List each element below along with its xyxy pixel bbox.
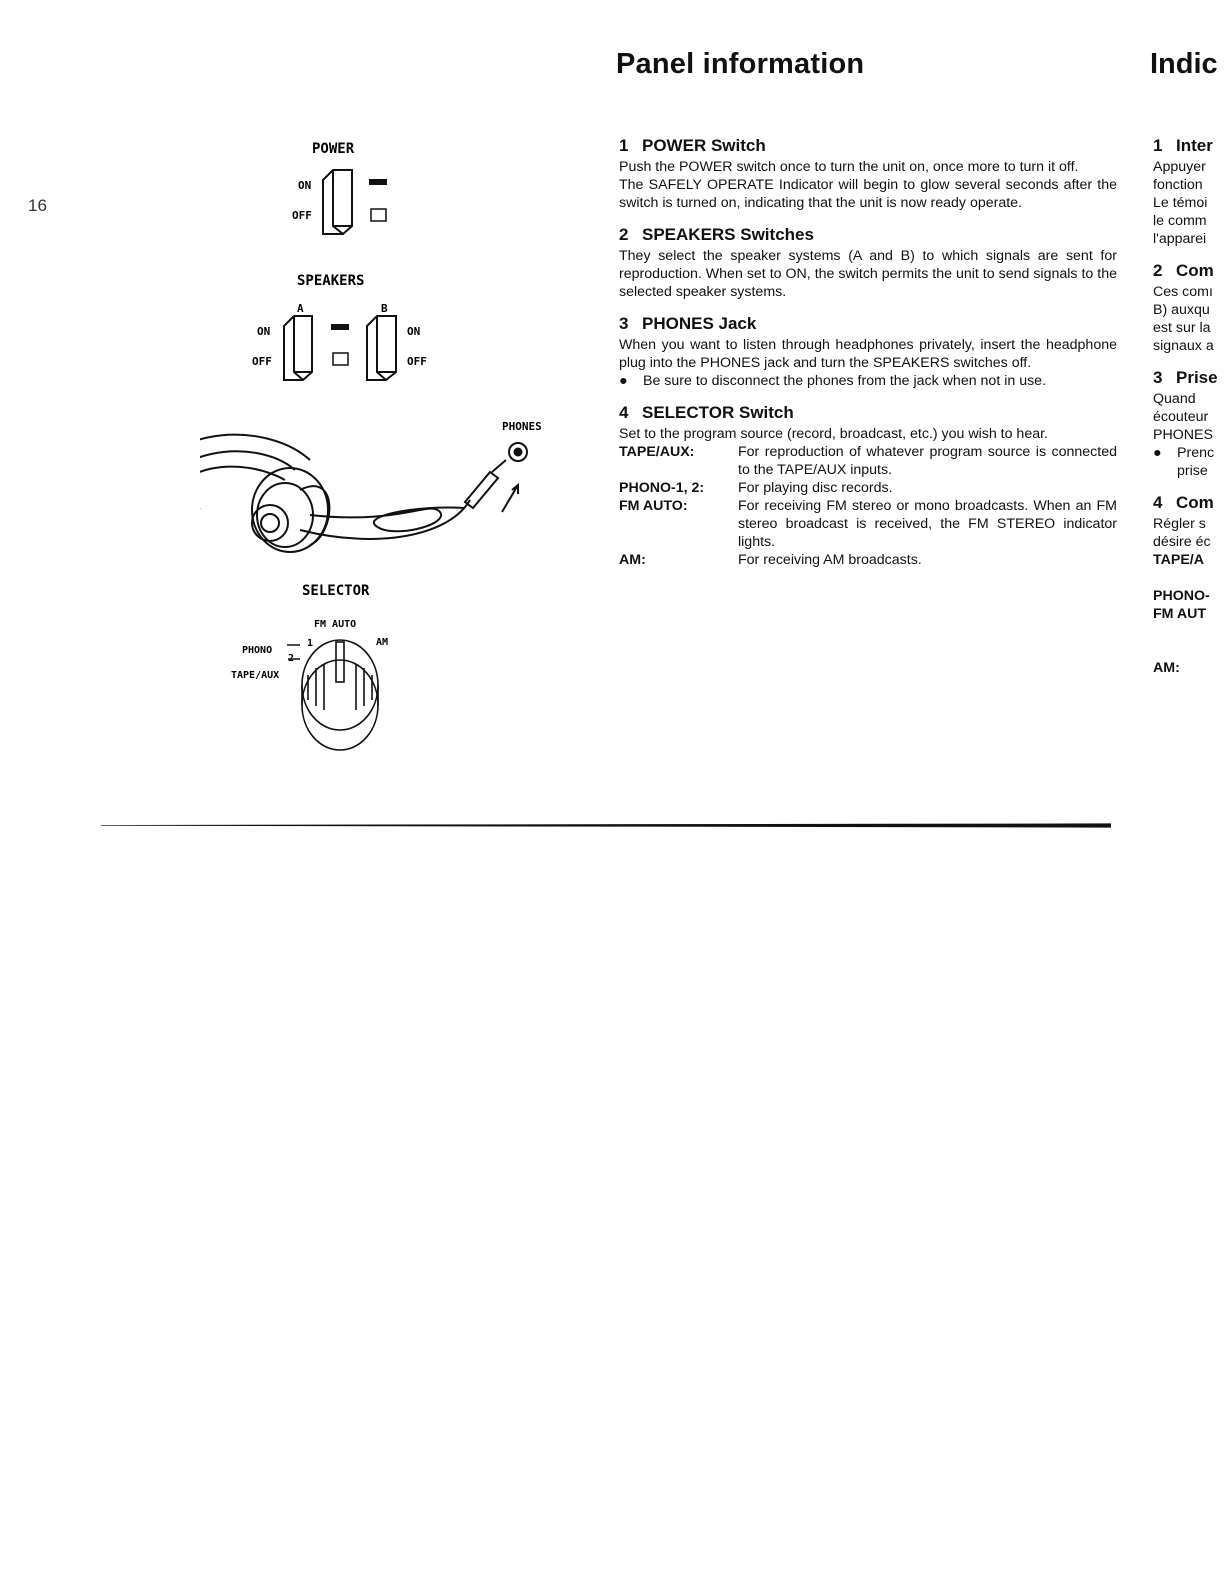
selector-knob-icon	[287, 640, 378, 750]
bullet-text: Be sure to disconnect the phones from the jack when not in use.	[643, 373, 1047, 389]
fr-line: Quand	[1153, 391, 1196, 407]
bullet-text: prise	[1177, 463, 1208, 479]
speaker-b-switch-icon	[367, 316, 396, 380]
insert-arrow-icon	[502, 485, 518, 512]
fr-line: l'apparei	[1153, 231, 1207, 247]
page-title: Panel information	[616, 48, 865, 80]
speakers-on-indicator-icon	[331, 324, 349, 330]
section-heading: 4 Com	[1153, 493, 1214, 512]
definition-term: TAPE/AUX:	[619, 444, 695, 460]
speaker-a-off-label: OFF	[252, 355, 272, 368]
headphones-icon	[200, 435, 470, 552]
section-paragraph: When you want to listen through headphones privately, insert the headphone plug into the PHONES jack and turn the SPEAKERS switches off.	[619, 337, 1117, 371]
power-off-indicator-icon	[371, 209, 386, 221]
bullet-item	[1153, 444, 1224, 462]
english-column	[619, 136, 1117, 582]
fr-section-2	[1153, 261, 1224, 355]
speaker-a-label: A	[297, 302, 304, 315]
bullet-item	[619, 372, 1117, 390]
fr-line: écouteur	[1153, 409, 1209, 425]
selector-tape-aux-label: TAPE/AUX	[231, 670, 280, 681]
section-speakers	[619, 225, 1117, 301]
section-heading: 3 PHONES Jack	[619, 314, 757, 333]
selector-phono-2-label: 2	[288, 653, 295, 664]
section-heading: 2 SPEAKERS Switches	[619, 225, 814, 244]
definition-term: PHONO-1, 2:	[619, 480, 705, 496]
fr-line: fonction	[1153, 177, 1203, 193]
bottom-divider	[0, 823, 1212, 828]
speaker-a-switch-icon	[284, 316, 312, 380]
section-paragraph: The SAFELY OPERATE Indicator will begin to glow several seconds after the switch is turned on, indicating that the unit is now ready operate.	[619, 177, 1117, 211]
speaker-b-off-label: OFF	[407, 355, 427, 368]
section-heading: 1 Inter	[1153, 136, 1213, 155]
definition-row	[619, 551, 1117, 569]
headphone-plug-icon	[465, 460, 506, 508]
french-column	[1153, 136, 1224, 690]
definition-row	[619, 443, 1117, 479]
definition-row	[619, 479, 1117, 497]
section-heading: 2 Com	[1153, 261, 1214, 280]
speaker-b-on-label: ON	[407, 325, 421, 338]
fr-line: Le témoi	[1153, 195, 1208, 211]
power-switch-icon	[323, 170, 352, 234]
fr-line: B) auxqu	[1153, 302, 1210, 318]
bullet-icon: ●	[1153, 445, 1162, 461]
fr-line: signaux a	[1153, 338, 1214, 354]
fr-term: TAPE/A	[1153, 552, 1204, 568]
speakers-figure-label: SPEAKERS	[297, 273, 365, 289]
definition-desc: For receiving FM stereo or mono broadcasts. When an FM stereo broadcast is received, the FM STEREO indicator lights.	[738, 498, 1117, 550]
selector-figure-label: SELECTOR	[302, 583, 370, 599]
french-page-title: Indic	[1150, 48, 1218, 80]
selector-phono-1-label: 1	[307, 638, 314, 649]
power-on-indicator-icon	[369, 179, 387, 185]
section-selector	[619, 403, 1117, 569]
panel-figures	[200, 130, 580, 770]
selector-phono-label: PHONO	[242, 645, 273, 656]
fr-term: FM AUT	[1153, 606, 1207, 622]
fr-section-1	[1153, 136, 1224, 248]
bullet-icon: ●	[619, 373, 628, 389]
fr-line: Régler s	[1153, 516, 1206, 532]
fr-line: Appuyer	[1153, 159, 1206, 175]
bullet-item	[1153, 462, 1224, 480]
selector-am-label: AM	[376, 637, 389, 648]
definition-desc: For receiving AM broadcasts.	[738, 552, 922, 568]
section-heading: 4 SELECTOR Switch	[619, 403, 794, 422]
section-paragraph: Set to the program source (record, broadcast, etc.) you wish to hear.	[619, 426, 1048, 442]
speaker-a-on-label: ON	[257, 325, 271, 338]
section-heading: 3 Prise	[1153, 368, 1218, 387]
definition-term: AM:	[619, 552, 646, 568]
definition-desc: For playing disc records.	[738, 480, 893, 496]
fr-section-4	[1153, 493, 1224, 677]
fr-line: désire éc	[1153, 534, 1211, 550]
fr-section-3	[1153, 368, 1224, 480]
phones-figure-label: PHONES	[502, 420, 542, 433]
power-on-label: ON	[298, 179, 312, 192]
section-heading: 1 POWER Switch	[619, 136, 766, 155]
section-phones	[619, 314, 1117, 390]
power-off-label: OFF	[292, 209, 312, 222]
selector-fm-auto-label: FM AUTO	[314, 619, 357, 630]
fr-line: Ces comı	[1153, 284, 1213, 300]
fr-term: AM:	[1153, 660, 1180, 676]
definition-desc: For reproduction of whatever program source is connected to the TAPE/AUX inputs.	[738, 444, 1117, 478]
page-number: 16	[28, 196, 47, 215]
bullet-text: Prenc	[1177, 445, 1215, 461]
fr-line: est sur la	[1153, 320, 1211, 336]
section-paragraph: They select the speaker systems (A and B) to which signals are sent for reproduction. When set to ON, the switch permits the unit to send signals to the selected speaker systems.	[619, 248, 1117, 300]
section-power	[619, 136, 1117, 212]
fr-term: PHONO-	[1153, 588, 1210, 604]
power-figure-label: POWER	[312, 141, 355, 157]
fr-line: le comm	[1153, 213, 1207, 229]
speaker-b-label: B	[381, 302, 388, 315]
definition-row	[619, 497, 1117, 551]
definition-term: FM AUTO:	[619, 498, 688, 514]
speakers-off-indicator-icon	[333, 353, 348, 365]
section-paragraph: Push the POWER switch once to turn the unit on, once more to turn it off.	[619, 159, 1079, 175]
phones-jack-center-icon	[514, 448, 523, 457]
fr-line: PHONES	[1153, 427, 1213, 443]
